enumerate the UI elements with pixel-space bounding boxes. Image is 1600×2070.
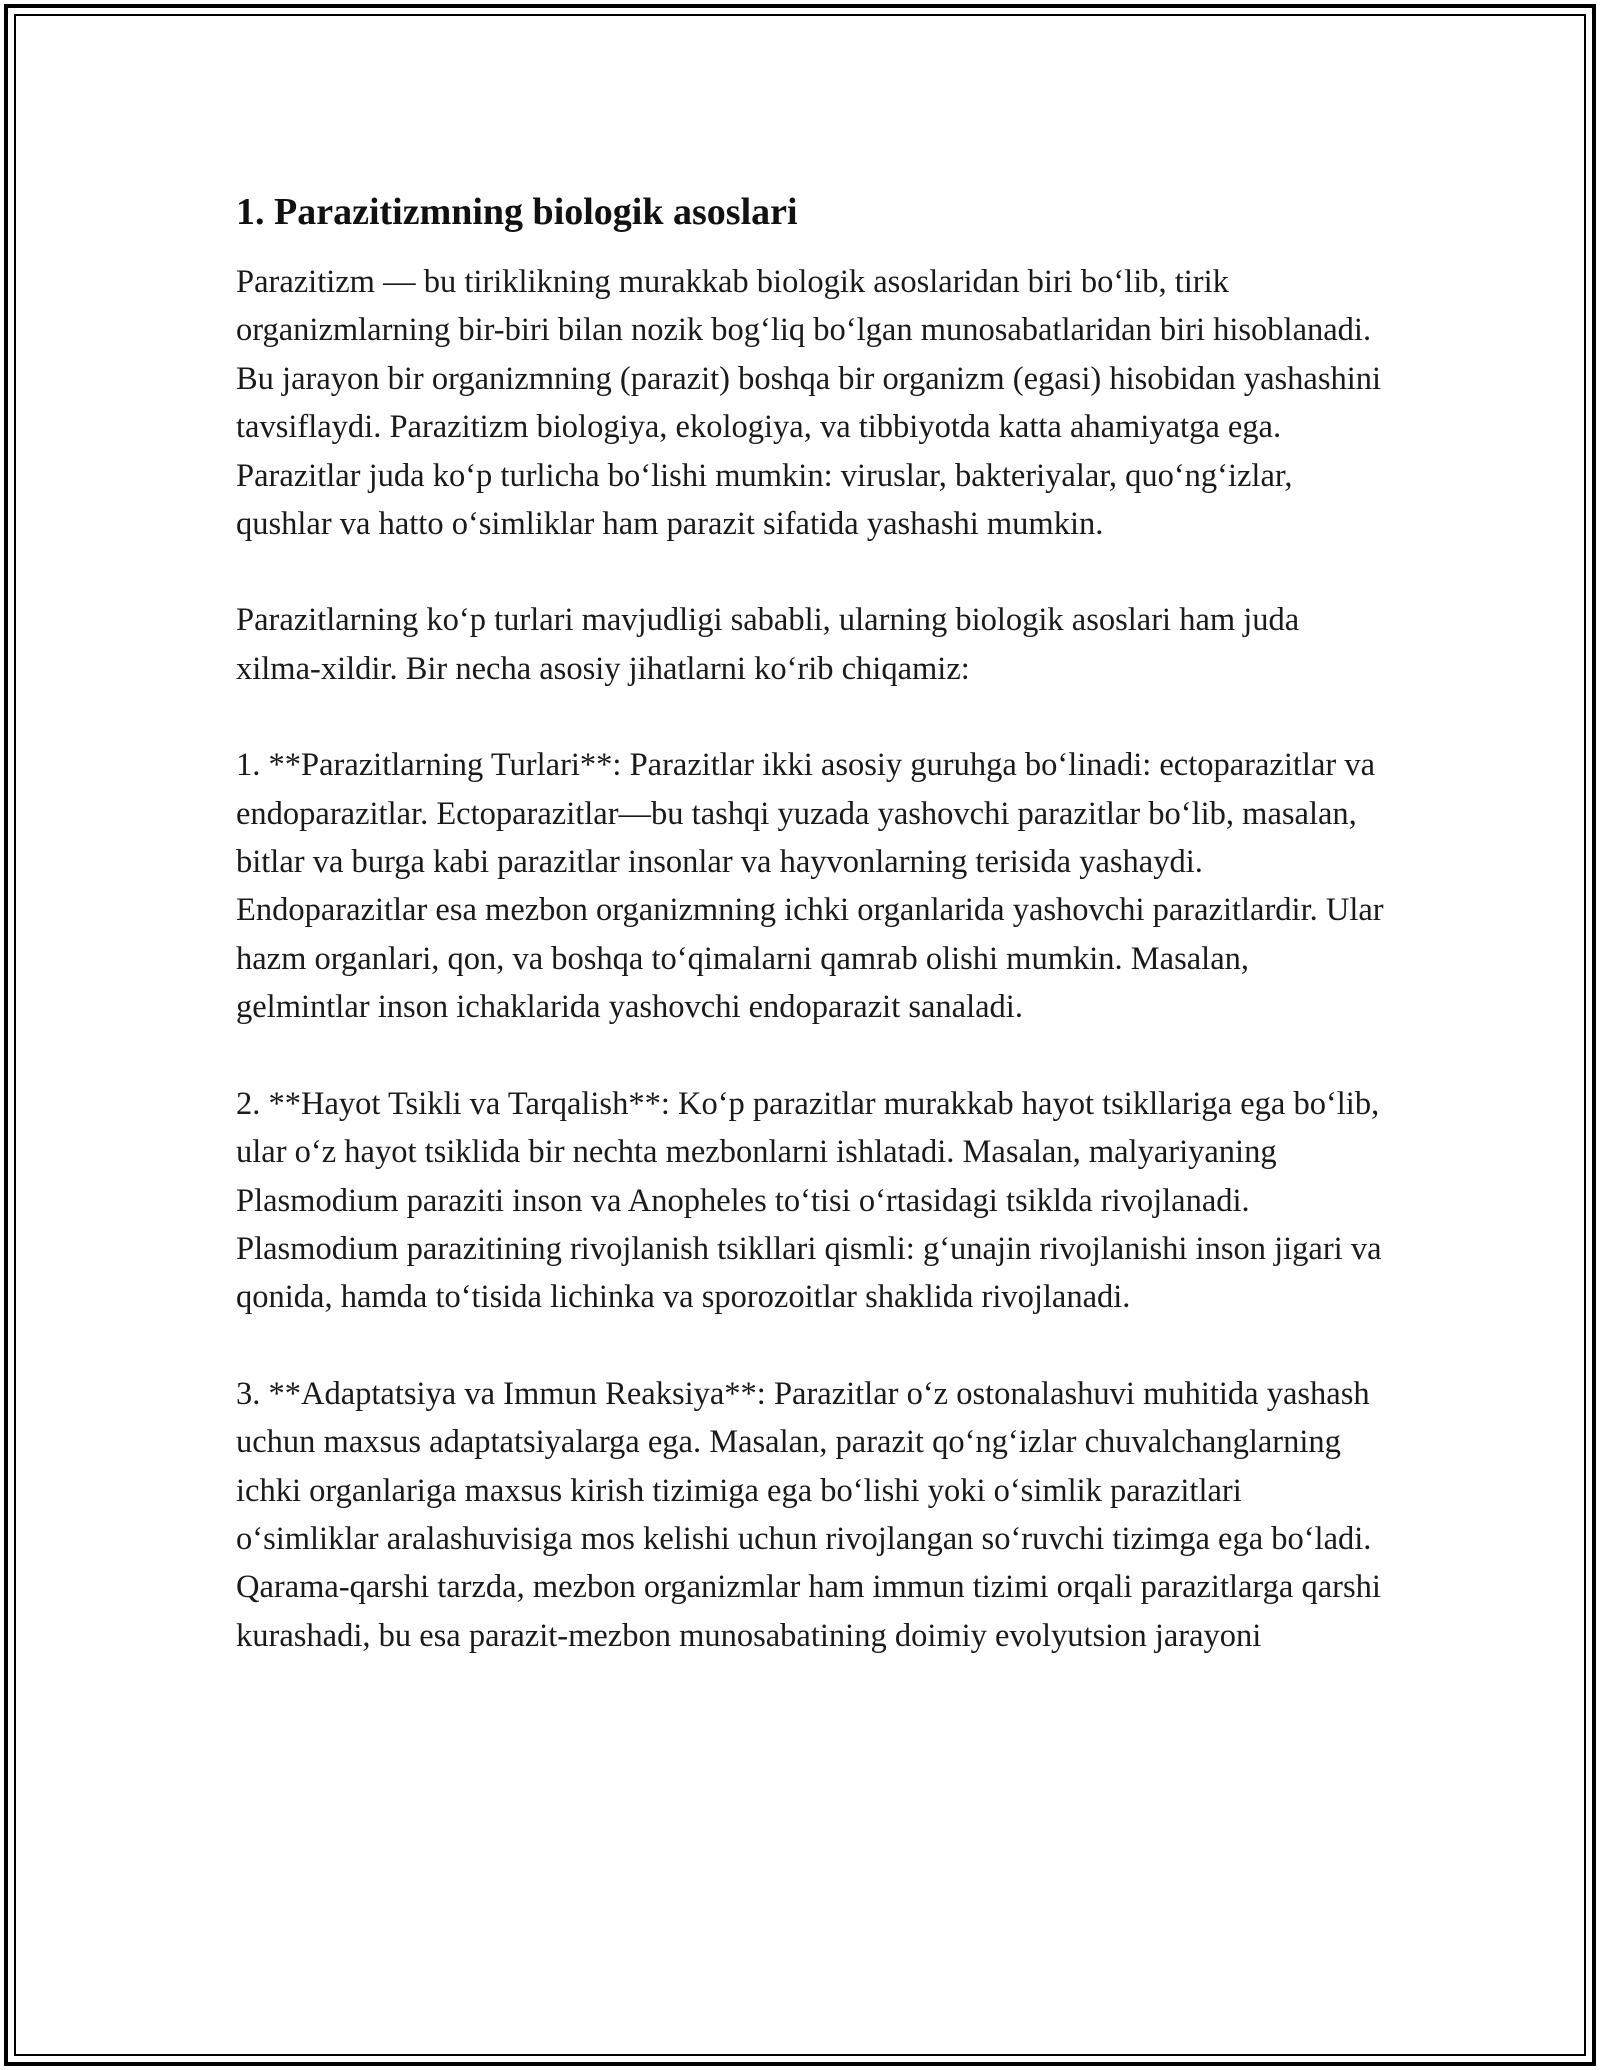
paragraph-adaptation: 3. **Adaptatsiya va Immun Reaksiya**: Parazitlar o‘z ostonalashuvi muhitida yashash uchun maxsus adaptatsiyalarga ega. Masalan, parazit qo‘ng‘izlar chuvalchanglarning ichki organlariga maxsus kirish tizimiga ega bo‘lishi yoki o‘simlik parazitlari o‘simliklar aralashuvisiga mos kelishi uchun rivojlangan so‘ruvchi tizimga ega bo‘ladi. Qarama-qarshi tarzda, mezbon organizmlar ham immun tizimi orqali parazitlarga qarshi kurashadi, bu esa parazit-mezbon munosabatining doimiy evolyutsion jarayoni bbox=[236, 1375, 1381, 1654]
paragraph-parasite-types: 1. **Parazitlarning Turlari**: Parazitlar ikki asosiy guruhga bo‘linadi: ectoparazitlar va endoparazitlar. Ectoparazitlar—bu tashqi yuzada yashovchi parazitlar bo‘lib, masalan, bitlar va burga kabi parazitlar insonlar va hayvonlarning terisida yashaydi. Endoparazitlar esa mezbon organizmning ichki organlarida yashovchi parazitlardir. Ular hazm organlari, qon, va boshqa to‘qimalarni qamrab olishi mumkin. Masalan, gelmintlar inson ichaklarida yashovchi endoparazit sanaladi. bbox=[236, 747, 1384, 1026]
paragraph-overview: Parazitlarning ko‘p turlari mavjudligi sababli, ularning biologik asoslari ham juda xilma-xildir. Bir necha asosiy jihatlarni ko‘rib chiqamiz: bbox=[236, 602, 1300, 687]
document-body bbox=[236, 188, 1386, 1708]
paragraph-life-cycle: 2. **Hayot Tsikli va Tarqalish**: Ko‘p parazitlar murakkab hayot tsikllariga ega bo‘lib, ular o‘z hayot tsiklida bir nechta mezbonlarni ishlatadi. Masalan, malyariyaning Plasmodium paraziti inson va Anopheles to‘tisi o‘rtasidagi tsiklda rivojlanadi. Plasmodium parazitining rivojlanish tsikllari qismli: g‘unajin rivojlanishi inson jigari va qonida, hamda to‘tisida lichinka va sporozoitlar shaklida rivojlanadi. bbox=[236, 1085, 1382, 1316]
section-heading: 1. Parazitizmning biologik asoslari bbox=[236, 191, 798, 233]
paragraph-intro: Parazitizm — bu tiriklikning murakkab biologik asoslaridan biri bo‘lib, tirik organizmlarning bir-biri bilan nozik bog‘liq bo‘lgan munosabatlaridan biri hisoblanadi. Bu jarayon bir organizmning (parazit) boshqa bir organizm (egasi) hisobidan yashashini tavsiflaydi. Parazitizm biologiya, ekologiya, va tibbiyotda katta ahamiyatga ega. Parazitlar juda ko‘p turlicha bo‘lishi mumkin: viruslar, bakteriyalar, quo‘ng‘izlar, qushlar va hatto o‘simliklar ham parazit sifatida yashashi mumkin. bbox=[236, 264, 1382, 543]
